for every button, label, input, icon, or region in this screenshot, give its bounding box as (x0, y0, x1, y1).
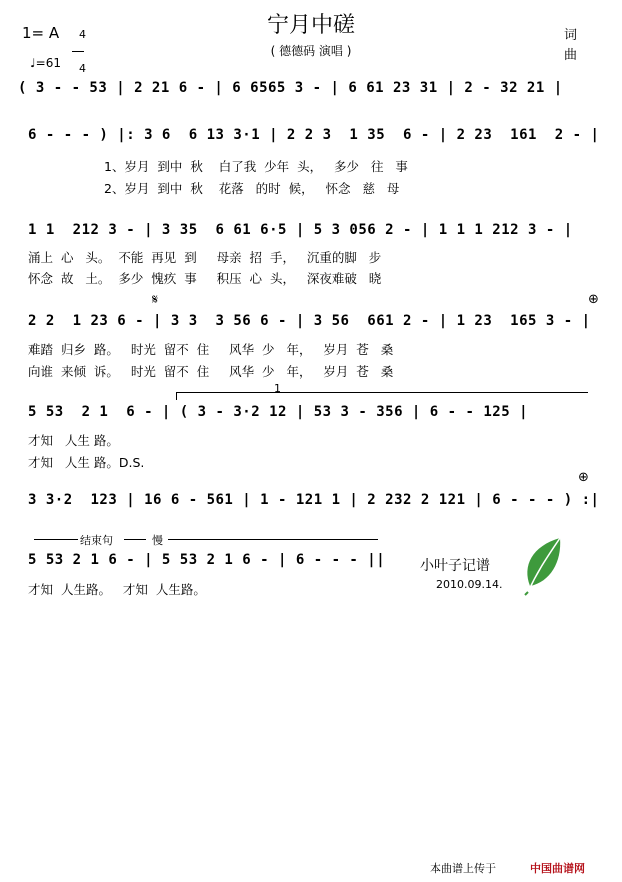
lyric-line-2-verse-2: 2、岁月 到中 秋 花落 的时 候， 怀念 慈 母 (104, 181, 400, 196)
meter-top: 4 (79, 28, 86, 41)
time-signature (72, 18, 84, 74)
leaf-icon (522, 536, 564, 596)
lyricist-label: 词 (564, 28, 578, 43)
meter-bottom: 4 (79, 62, 86, 75)
leaf-logo (522, 536, 564, 596)
volta-bracket (176, 392, 588, 393)
lyric-line-5-verse-2: 才知 人生 路。D.S. (28, 455, 145, 470)
lyric-line-2-verse-1: 1、岁月 到中 秋 白了我 少年 头， 多少 往 事 (104, 159, 408, 174)
coda-sign: ⊕ (588, 292, 599, 307)
score-line-3: 1 1 212 3 - | 3 35 6 61 6·5 | 5 3 056 2 - | 1 1 1 212 3 - | (28, 222, 573, 238)
lyric-line-4-verse-1: 难踏 归乡 路。 时光 留不 住 风华 少 年， 岁月 苍 桑 (28, 342, 394, 357)
slow-label: 慢 (152, 534, 163, 547)
upload-text: 本曲谱上传于 (430, 862, 496, 875)
ending-label: 结束句 (80, 534, 113, 547)
lyric-line-3-verse-1: 涌上 心 头。 不能 再见 到 母亲 招 手， 沉重的脚 步 (28, 250, 382, 265)
score-line-2: 6 - - - ) |: 3 6 6 13 3·1 | 2 2 3 1 35 6 - | 2 23 161 2 - | (28, 127, 600, 143)
transcriber-name: 小叶子记谱 (420, 558, 490, 574)
tempo-mark: ♩=61 (30, 56, 61, 70)
page-title: 宁月中磋 (266, 13, 355, 38)
key-signature: 1= A (22, 24, 60, 42)
score-line-4: 2 2 1 23 6 - | 3 3 3 56 6 - | 3 56 661 2 - | 1 23 165 3 - | (28, 313, 591, 329)
lyric-line-5-verse-1: 才知 人生 路。 (28, 433, 119, 448)
segno-sign: 𝄋 (152, 292, 159, 308)
score-line-6: 3 3·2 123 | 16 6 - 561 | 1 - 121 1 | 2 232 2 121 | 6 - - - ) :| (28, 492, 600, 508)
lyric-line-3-verse-2: 怀念 故 土。 多少 愧疚 事 积压 心 头， 深夜难破 晓 (28, 271, 382, 286)
lyric-line-7: 才知 人生路。 才知 人生路。 (28, 582, 206, 597)
score-line-7: 5 53 2 1 6 - | 5 53 2 1 6 - | 6 - - - || (28, 552, 386, 568)
coda-sign-2: ⊕ (578, 470, 589, 485)
site-name[interactable]: 中国曲谱网 (530, 862, 585, 875)
score-line-1: ( 3 - - 53 | 2 21 6 - | 6 6565 3 - | 6 61 23 31 | 2 - 32 21 | (18, 80, 563, 96)
transcription-date: 2010.09.14. (436, 578, 503, 591)
performer-subtitle: ( 德德码 演唱 ) (270, 44, 352, 58)
composer-label: 曲 (564, 48, 578, 63)
score-line-5: 5 53 2 1 6 - | ( 3 - 3·2 12 | 53 3 - 356 | 6 - - 125 | (28, 404, 529, 420)
lyric-line-4-verse-2: 向谁 来倾 诉。 时光 留不 住 风华 少 年， 岁月 苍 桑 (28, 364, 394, 379)
volta-number: 1 (274, 382, 281, 395)
